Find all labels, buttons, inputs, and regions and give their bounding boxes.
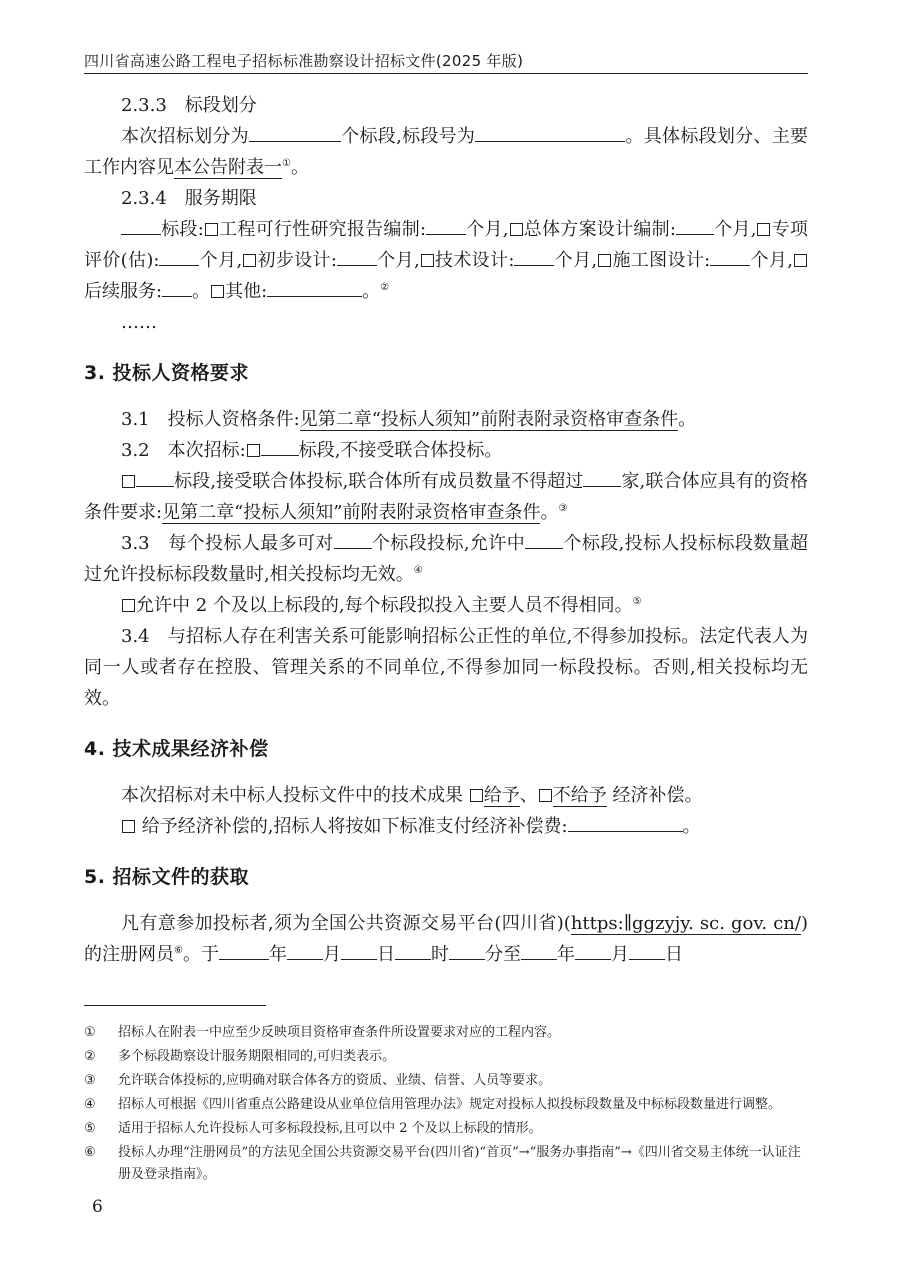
checkbox-icon [243, 254, 256, 267]
option-not-give: 不给予 [552, 785, 607, 806]
checkbox-icon [598, 254, 611, 267]
paragraph-3-3-multi: 允许中 2 个及以上标段的,每个标段拟投入主要人员不得相同。⑤ [84, 590, 808, 621]
paragraph-obtain-documents: 凡有意参加投标者,须为全国公共资源交易平台(四川省)(https:∥ggzyjy. sc. gov. cn/)的注册网员⑥。于 年 月 日 时 分至 年 月 日 [84, 913, 808, 965]
checkbox-icon [247, 444, 260, 457]
paragraph-3-4: 3.4 与招标人存在利害关系可能影响招标公正性的单位,不得参加投标。法定代表人为同一人或者存在控股、管理关系的不同单位,不得参加同一标段投标。否则,相关投标均无效。 [84, 626, 808, 709]
footnote-ref-2: ② [380, 282, 390, 293]
paragraph-3-3: 3.3 每个投标人最多可对 个标段投标,允许中 个标段,投标人投标标段数量超过允许投标标段数量时,相关投标均无效。④ [84, 528, 808, 590]
checkbox-icon [470, 789, 483, 802]
paragraph-3-2: 3.2 本次招标: 标段,不接受联合体投标。 [84, 435, 808, 466]
checkbox-icon [211, 285, 224, 298]
page-number: 6 [92, 1197, 103, 1217]
paragraph-3-1: 3.1 投标人资格条件:见第二章“投标人须知”前附表附录资格审查条件。 [121, 409, 697, 430]
footnote-item: ③ 允许联合体投标的,应明确对联合体各方的资质、业绩、信誉、人员等要求。 [84, 1073, 552, 1088]
paragraph-service-period: 标段: 工程可行性研究报告编制: 个月, 总体方案设计编制: 个月, 专项评价(估): 个月, 初步设计: 个月, 技术设计: 个月, 施工图设计: 个月,后续服务: 。 其他: 。② [84, 214, 808, 307]
checkbox-icon [205, 223, 218, 236]
footnote-item: ② 多个标段勘察设计服务期限相同的,可归类表示。 [84, 1049, 396, 1064]
footnote-item: ⑤ 适用于招标人允许投标人可多标段投标,且可以中 2 个及以上标段的情形。 [84, 1121, 542, 1136]
blank-lot-number [475, 123, 625, 142]
checkbox-icon [122, 475, 135, 488]
footnote-ref-1: ① [282, 158, 291, 169]
checkbox-icon [421, 254, 434, 267]
ellipsis: …… [121, 312, 157, 333]
reference-appendix-1: 本公告附表一 [174, 157, 282, 178]
paragraph-3-2-consortium: 标段,接受联合体投标,联合体所有成员数量不得超过 家,联合体应具有的资格条件要求:见第二章“投标人须知”前附表附录资格审查条件。③ [84, 466, 808, 528]
heading-section-4: 4. 技术成果经济补偿 [84, 738, 269, 760]
footnote-item: ⑥ 投标人办理“注册网员”的方法见全国公共资源交易平台(四川省)“首页”→“服务办事指南”→《四川省交易主体统一认证注册及登录指南》。 [84, 1145, 801, 1182]
heading-section-3: 3. 投标人资格要求 [84, 362, 250, 384]
running-header: 四川省高速公路工程电子招标标准勘察设计招标文件(2025 年版) [84, 52, 524, 70]
heading-section-5: 5. 招标文件的获取 [84, 866, 250, 888]
checkbox-icon [539, 789, 552, 802]
heading-2-3-3: 2.3.3 标段划分 [121, 95, 257, 116]
document-body [84, 90, 808, 970]
platform-url: https:∥ggzyjy. sc. gov. cn/ [570, 913, 801, 934]
checkbox-icon [122, 820, 135, 833]
checkbox-icon [510, 223, 523, 236]
blank-lot-count [249, 123, 341, 142]
heading-2-3-4: 2.3.4 服务期限 [121, 188, 257, 209]
paragraph-compensation-fee: 给予经济补偿的,招标人将按如下标准支付经济补偿费: 。 [84, 811, 808, 842]
paragraph-lot-division: 本次招标划分为 个标段,标段号为 。具体标段划分、主要工作内容见本公告附表一①。 [84, 121, 808, 183]
footnotes [84, 1022, 808, 1188]
checkbox-icon [794, 254, 807, 267]
checkbox-icon [122, 599, 135, 612]
footnote-item: ④ 招标人可根据《四川省重点公路建设从业单位信用管理办法》规定对投标人拟投标段数量及中标标段数量进行调整。 [84, 1097, 782, 1112]
header-rule [84, 73, 808, 74]
footnote-ref-5: ⑤ [632, 596, 642, 607]
reference-qualification: 见第二章“投标人须知”前附表附录资格审查条件 [299, 409, 679, 430]
reference-qualification-2: 见第二章“投标人须知”前附表附录资格审查条件 [162, 502, 541, 523]
footnote-rule [84, 1005, 266, 1006]
paragraph-compensation: 本次招标对未中标人投标文件中的技术成果 给予、 不给予 经济补偿。 [121, 785, 703, 806]
footnote-ref-6: ⑥ [174, 945, 183, 956]
footnote-ref-3: ③ [558, 503, 568, 514]
footnote-item: ① 招标人在附表一中应至少反映项目资格审查条件所设置要求对应的工程内容。 [84, 1025, 561, 1040]
option-give: 给予 [483, 785, 520, 806]
checkbox-icon [757, 223, 770, 236]
footnote-ref-4: ④ [413, 565, 423, 576]
